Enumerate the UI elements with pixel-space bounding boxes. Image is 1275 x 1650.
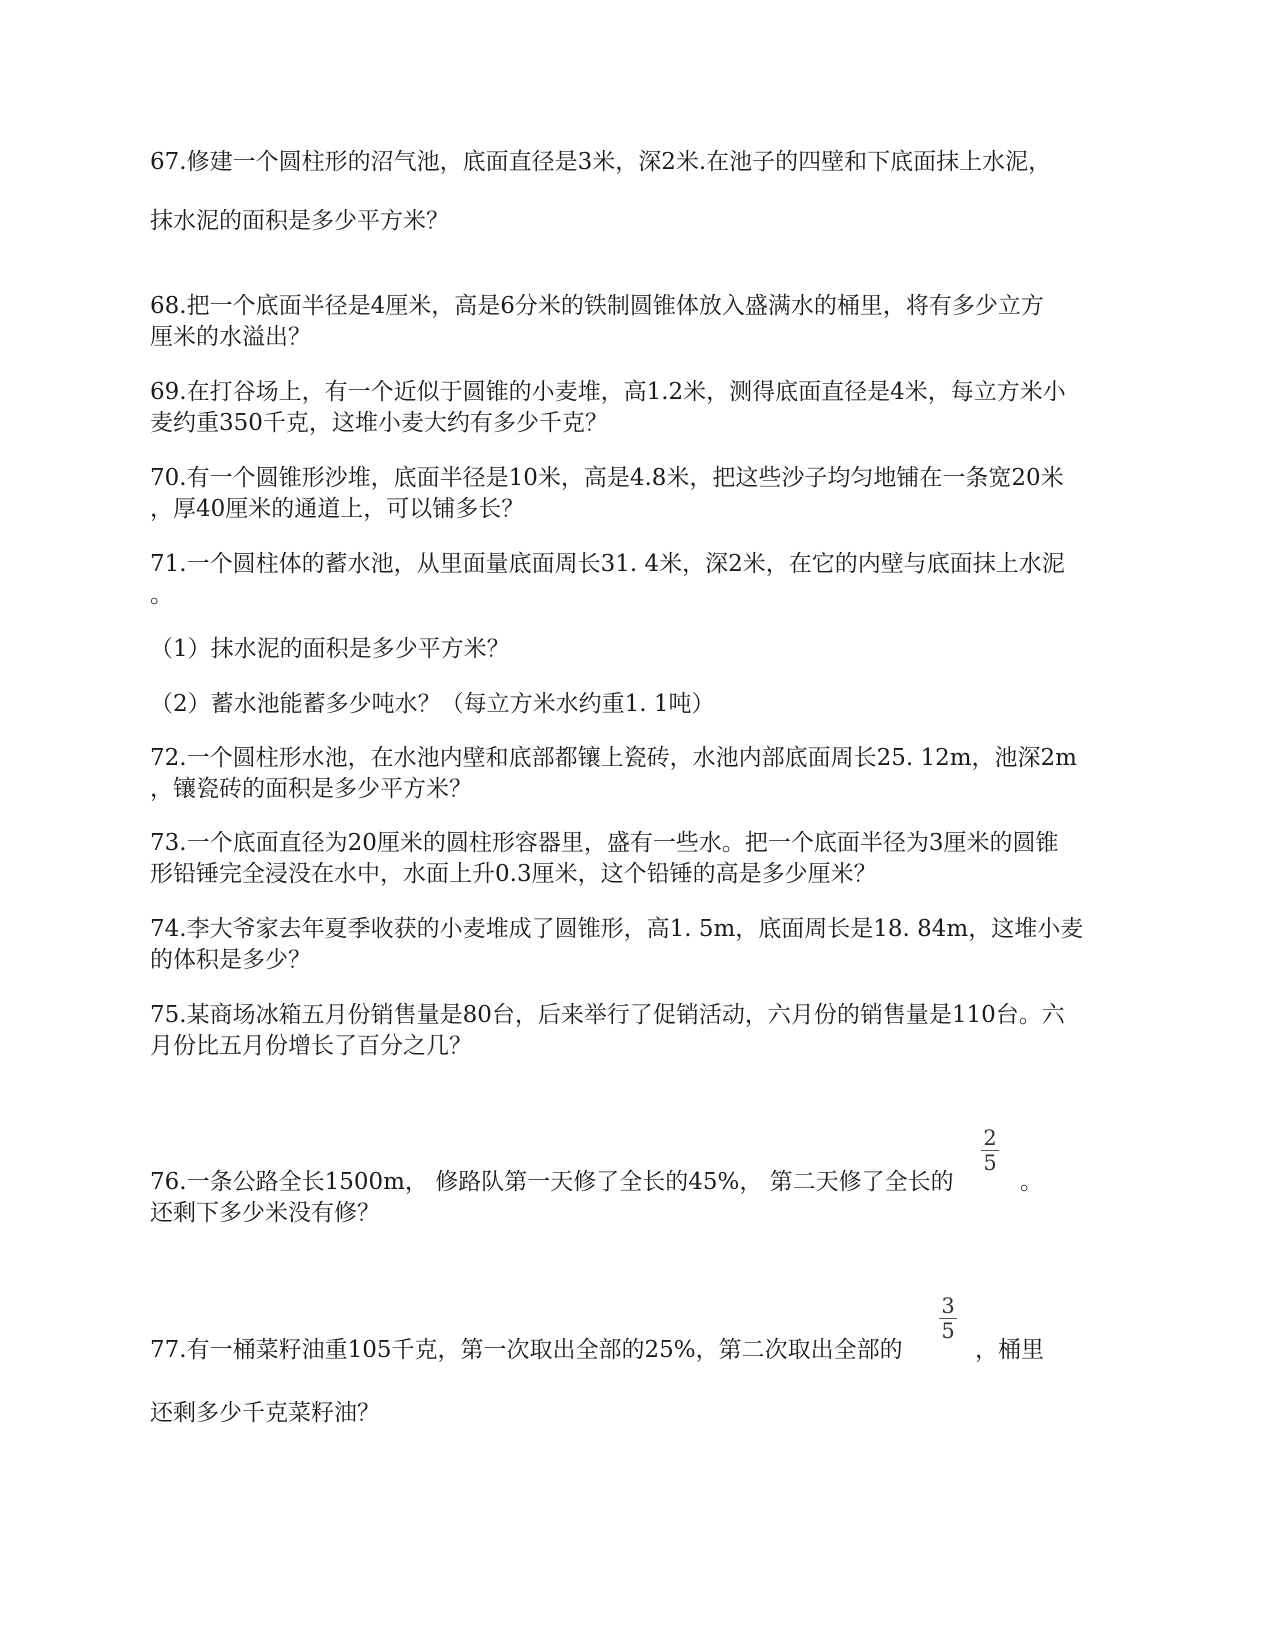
question-77-line-2: 还剩多少千克菜籽油？ (150, 1400, 380, 1426)
question-76-line-1: 76.一条公路全长1500m， 修路队第一天修了全长的45%， 第二天修了全长的 (150, 1169, 954, 1195)
question-77-line-1: 77.有一桶菜籽油重105千克，第一次取出全部的25%，第二次取出全部的 (150, 1337, 903, 1363)
fraction-numerator: 3 (941, 1294, 955, 1318)
question-75-line-2: 月份比五月份增长了百分之几？ (150, 1033, 472, 1059)
question-71-line-2: 。 (150, 582, 173, 608)
question-71-subquestion-2: （2）蓄水池能蓄多少吨水？（每立方米水约重1. 1吨） (150, 691, 715, 717)
question-72-line-2: ，镶瓷砖的面积是多少平方米？ (150, 776, 472, 802)
question-67-line-1: 67.修建一个圆柱形的沼气池，底面直径是3米，深2米.在池子的四壁和下底面抹上水泥， (150, 149, 1052, 175)
fraction-denominator: 5 (941, 1319, 955, 1343)
question-71-line-1: 71.一个圆柱体的蓄水池，从里面量底面周长31. 4米，深2米，在它的内壁与底面抹上水泥 (150, 551, 1065, 577)
question-71-subquestion-1: （1）抹水泥的面积是多少平方米？ (150, 636, 510, 662)
question-77-fraction (933, 1295, 963, 1342)
question-70-line-1: 70.有一个圆锥形沙堆，底面半径是10米，高是4.8米，把这些沙子均匀地铺在一条宽20米 (150, 465, 1064, 491)
question-75-line-1: 75.某商场冰箱五月份销售量是80台，后来举行了促销活动，六月份的销售量是110台。六 (150, 1002, 1065, 1028)
question-67-line-2: 抹水泥的面积是多少平方米？ (150, 208, 449, 234)
question-72-line-1: 72.一个圆柱形水池，在水池内壁和底部都镶上瓷砖，水池内部底面周长25. 12m，池深2m (150, 745, 1077, 771)
question-73-line-1: 73.一个底面直径为20厘米的圆柱形容器里，盛有一些水。把一个底面半径为3厘米的圆锥 (150, 830, 1059, 856)
question-77-line-1-end: ，桶里 (975, 1337, 1044, 1363)
question-69-line-1: 69.在打谷场上，有一个近似于圆锥的小麦堆，高1.2米，测得底面直径是4米，每立方米小 (150, 379, 1066, 405)
question-74-line-2: 的体积是多少？ (150, 947, 311, 973)
fraction-numerator: 2 (983, 1126, 997, 1150)
question-70-line-2: ，厚40厘米的通道上，可以铺多长？ (150, 496, 525, 522)
question-68-line-2: 厘米的水溢出？ (150, 324, 311, 350)
question-73-line-2: 形铅锤完全浸没在水中，水面上升0.3厘米，这个铅锤的高是多少厘米？ (150, 861, 877, 887)
question-68-line-1: 68.把一个底面半径是4厘米，高是6分米的铁制圆锥体放入盛满水的桶里，将有多少立方 (150, 293, 1044, 319)
question-76-fraction (975, 1127, 1005, 1174)
question-76-line-2: 还剩下多少米没有修？ (150, 1200, 380, 1226)
question-69-line-2: 麦约重350千克，这堆小麦大约有多少千克？ (150, 410, 608, 436)
fraction-denominator: 5 (983, 1151, 997, 1175)
question-74-line-1: 74.李大爷家去年夏季收获的小麦堆成了圆锥形，高1. 5m，底面周长是18. 84m，这堆小麦 (150, 916, 1084, 942)
question-76-line-1-end: 。 (1020, 1169, 1043, 1195)
